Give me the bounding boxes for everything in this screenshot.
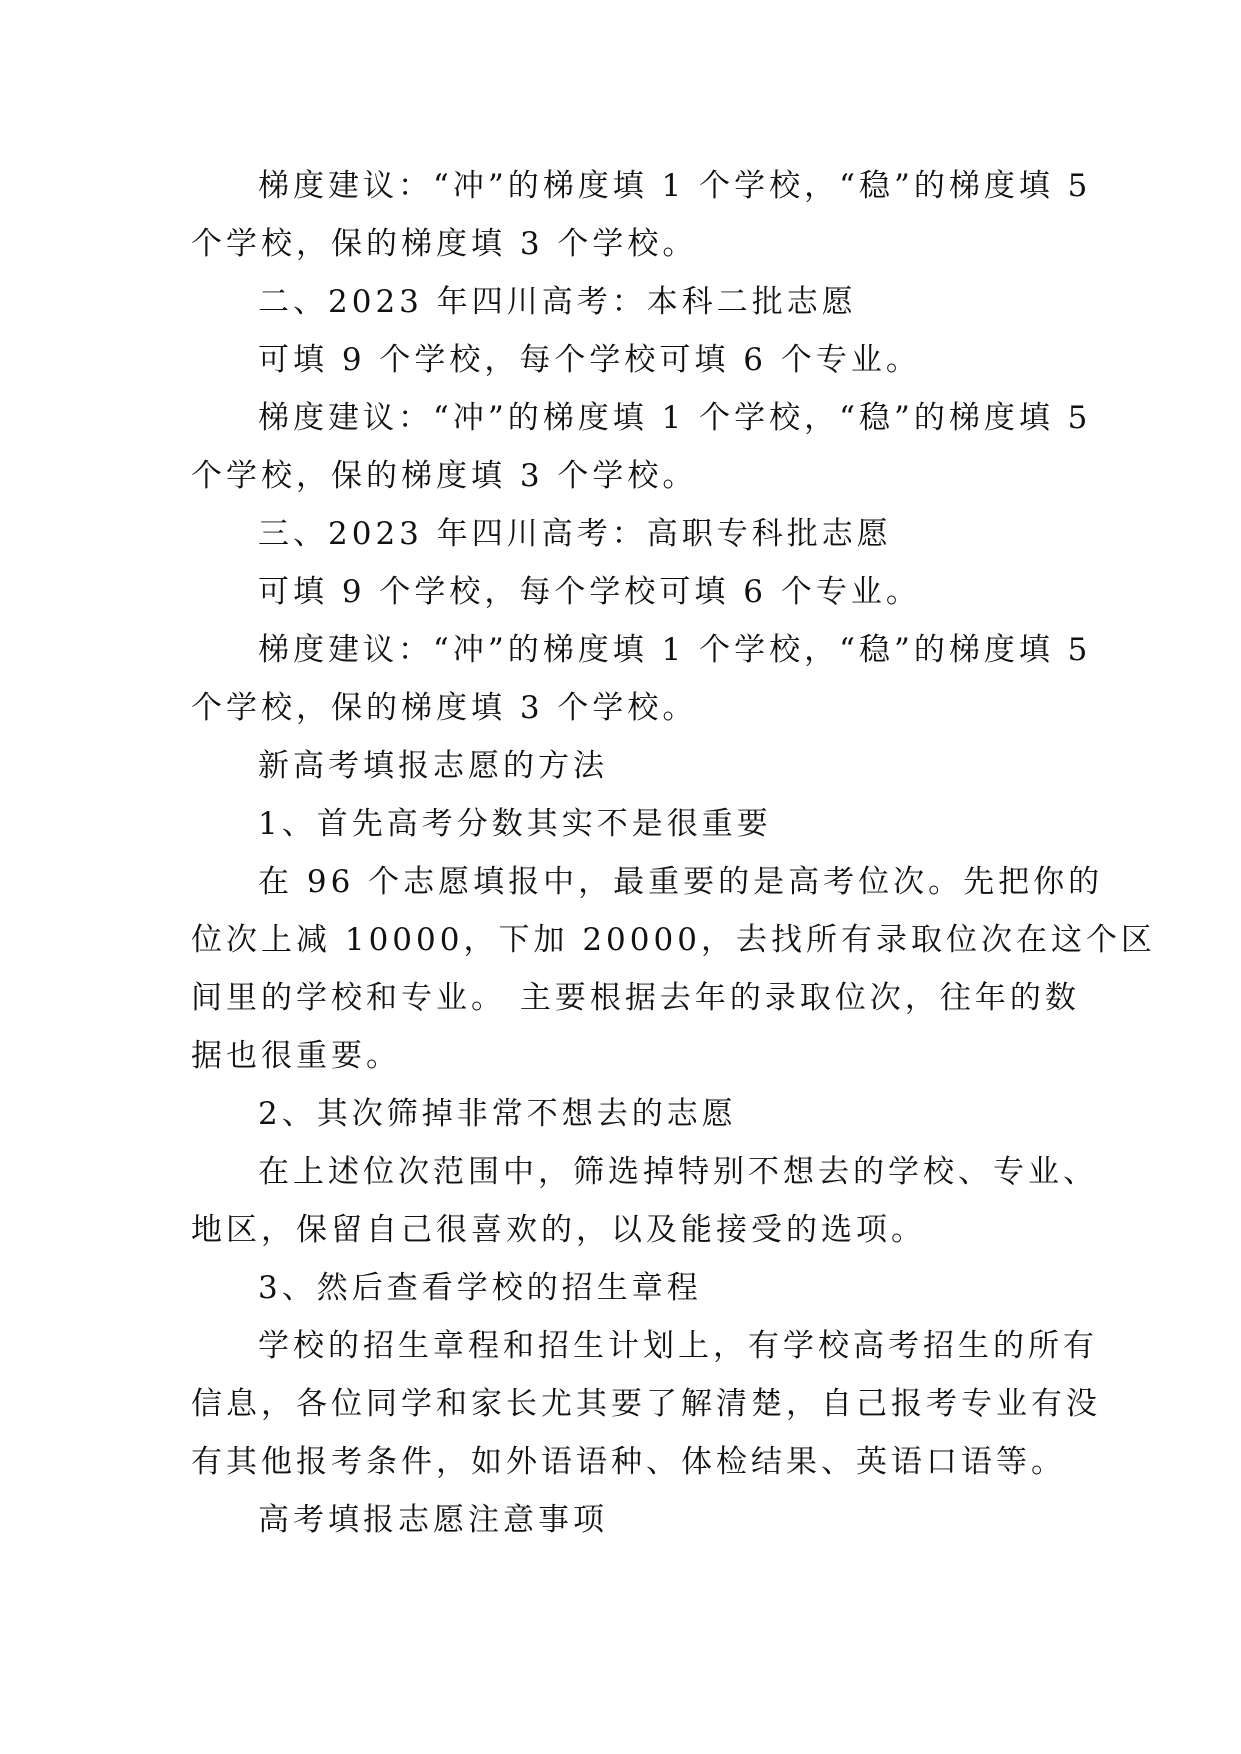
paragraph-line: 可填 9 个学校，每个学校可填 6 个专业。 <box>258 574 921 610</box>
subsection-heading: 2、其次筛掉非常不想去的志愿 <box>258 1096 737 1132</box>
section-heading: 二、2023 年四川高考：本科二批志愿 <box>258 284 857 320</box>
subsection-heading: 3、然后查看学校的招生章程 <box>258 1270 702 1306</box>
paragraph-line: 学校的招生章程和招生计划上，有学校高考招生的所有 <box>258 1328 1098 1364</box>
section-heading: 高考填报志愿注意事项 <box>258 1502 608 1538</box>
paragraph-line: 个学校，保的梯度填 3 个学校。 <box>191 458 698 494</box>
section-heading: 三、2023 年四川高考：高职专科批志愿 <box>258 516 892 552</box>
paragraph-line: 位次上减 10000，下加 20000，去找所有录取位次在这个区 <box>191 922 1156 958</box>
subsection-heading: 1、首先高考分数其实不是很重要 <box>258 806 772 842</box>
paragraph-line: 地区，保留自己很喜欢的，以及能接受的选项。 <box>191 1212 926 1248</box>
paragraph-line: 在 96 个志愿填报中，最重要的是高考位次。先把你的 <box>258 864 1104 900</box>
paragraph-line: 梯度建议：“冲”的梯度填 1 个学校，“稳”的梯度填 5 <box>258 168 1092 204</box>
paragraph-line: 信息，各位同学和家长尤其要了解清楚，自己报考专业有没 <box>191 1386 1101 1422</box>
paragraph-line: 梯度建议：“冲”的梯度填 1 个学校，“稳”的梯度填 5 <box>258 400 1092 436</box>
paragraph-line: 间里的学校和专业。 主要根据去年的录取位次，往年的数 <box>191 980 1080 1016</box>
paragraph-line: 个学校，保的梯度填 3 个学校。 <box>191 690 698 726</box>
paragraph-line: 有其他报考条件，如外语语种、体检结果、英语口语等。 <box>191 1444 1066 1480</box>
paragraph-line: 在上述位次范围中，筛选掉特别不想去的学校、专业、 <box>258 1154 1098 1190</box>
paragraph-line: 据也很重要。 <box>191 1038 401 1074</box>
section-heading: 新高考填报志愿的方法 <box>258 748 608 784</box>
paragraph-line: 可填 9 个学校，每个学校可填 6 个专业。 <box>258 342 921 378</box>
paragraph-line: 梯度建议：“冲”的梯度填 1 个学校，“稳”的梯度填 5 <box>258 632 1092 668</box>
paragraph-line: 个学校，保的梯度填 3 个学校。 <box>191 226 698 262</box>
